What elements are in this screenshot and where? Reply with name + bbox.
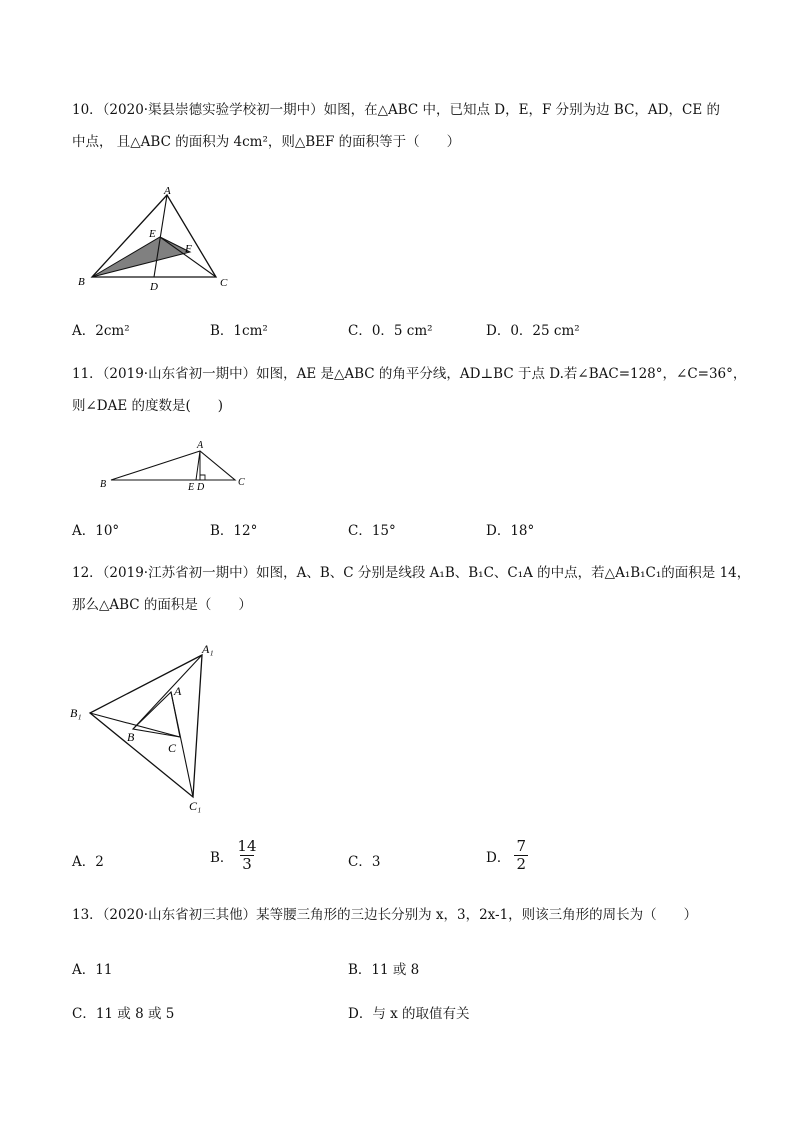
q12-option-c[interactable]: C．3 [348, 854, 381, 870]
segment-b1-c [90, 713, 180, 737]
q11-stem-line2: 则∠DAE 的度数是( ) [72, 398, 224, 414]
q11-stem-line1: 11．（2019·山东省初一期中）如图，AE 是△ABC 的角平分线，AD⊥BC 于点 D.若∠BAC=128°，∠C=36°， [72, 366, 747, 382]
label-b: B [100, 479, 107, 490]
q10-option-a[interactable]: A．2cm² [72, 323, 130, 339]
q12-option-a[interactable]: A．2 [72, 854, 104, 870]
q12-option-b-prefix: B． [210, 849, 234, 866]
q13-option-b[interactable]: B．11 或 8 [348, 962, 420, 978]
q13-option-d[interactable]: D．与 x 的取值有关 [348, 1006, 470, 1022]
q11-figure [95, 435, 265, 495]
label-a1: A₁ [202, 642, 214, 656]
q12-option-b-numerator: 14 [237, 837, 257, 855]
triangle-a1b1c1 [90, 655, 202, 797]
q13-option-a[interactable]: A．11 [72, 962, 113, 978]
q12-option-b[interactable] [210, 838, 257, 873]
label-c: C [220, 277, 228, 289]
label-c: C [168, 741, 177, 755]
q10-stem-line2: 中点， 且△ABC 的面积为 4cm²，则△BEF 的面积等于（ ） [72, 134, 461, 150]
q12-option-d-prefix: D． [486, 849, 511, 866]
q13-stem-line1: 13．（2020·山东省初三其他）某等腰三角形的三边长分别为 x，3，2x-1，则该三角形的周长为（ ） [72, 907, 698, 923]
label-c1: C₁ [189, 799, 202, 813]
q12-option-d[interactable] [486, 838, 528, 873]
q12-option-d-fraction [514, 838, 528, 873]
label-d: D [197, 482, 205, 493]
q13-option-c[interactable]: C．11 或 8 或 5 [72, 1006, 175, 1022]
segment-ae [196, 451, 200, 480]
label-b: B [127, 730, 135, 744]
label-b1: B₁ [70, 706, 82, 720]
q11-option-c[interactable]: C．15° [348, 523, 396, 539]
label-c: C [238, 477, 245, 488]
q12-option-b-denominator: 3 [242, 855, 252, 873]
q10-option-c[interactable]: C．0．5 cm² [348, 323, 433, 339]
q12-option-d-numerator: 7 [516, 837, 527, 855]
label-e: E [149, 228, 156, 240]
q10-stem-line1: 10．（2020·渠县崇德实验学校初一期中）如图，在△ABC 中，已知点 D，E，F 分别为边 BC，AD，CE 的 [72, 102, 720, 118]
label-a: A [164, 185, 171, 197]
q10-figure [70, 180, 250, 300]
q12-option-b-fraction [237, 838, 256, 873]
q12-stem-line1: 12．（2019·江苏省初一期中）如图，A、B、C 分别是线段 A₁B、B₁C、C₁A 的中点，若△A₁B₁C₁的面积是 14， [72, 565, 751, 581]
label-f: F [185, 243, 192, 255]
q12-stem-line2: 那么△ABC 的面积是（ ） [72, 597, 252, 613]
triangle-abc [111, 451, 235, 480]
label-d: D [150, 281, 158, 293]
q10-option-d[interactable]: D．0．25 cm² [486, 323, 580, 339]
label-e: E [188, 482, 195, 493]
label-a: A [174, 684, 182, 698]
q12-option-d-denominator: 2 [516, 855, 527, 873]
label-b: B [78, 276, 85, 288]
q11-option-d[interactable]: D．18° [486, 523, 535, 539]
q12-figure [65, 635, 235, 815]
segment-a1-b [133, 655, 202, 729]
q11-option-a[interactable]: A．10° [72, 523, 120, 539]
label-a: A [197, 440, 204, 451]
right-angle-mark [200, 475, 205, 480]
q10-option-b[interactable]: B．1cm² [210, 323, 268, 339]
q11-option-b[interactable]: B．12° [210, 523, 258, 539]
shaded-triangle-bef [92, 237, 190, 277]
